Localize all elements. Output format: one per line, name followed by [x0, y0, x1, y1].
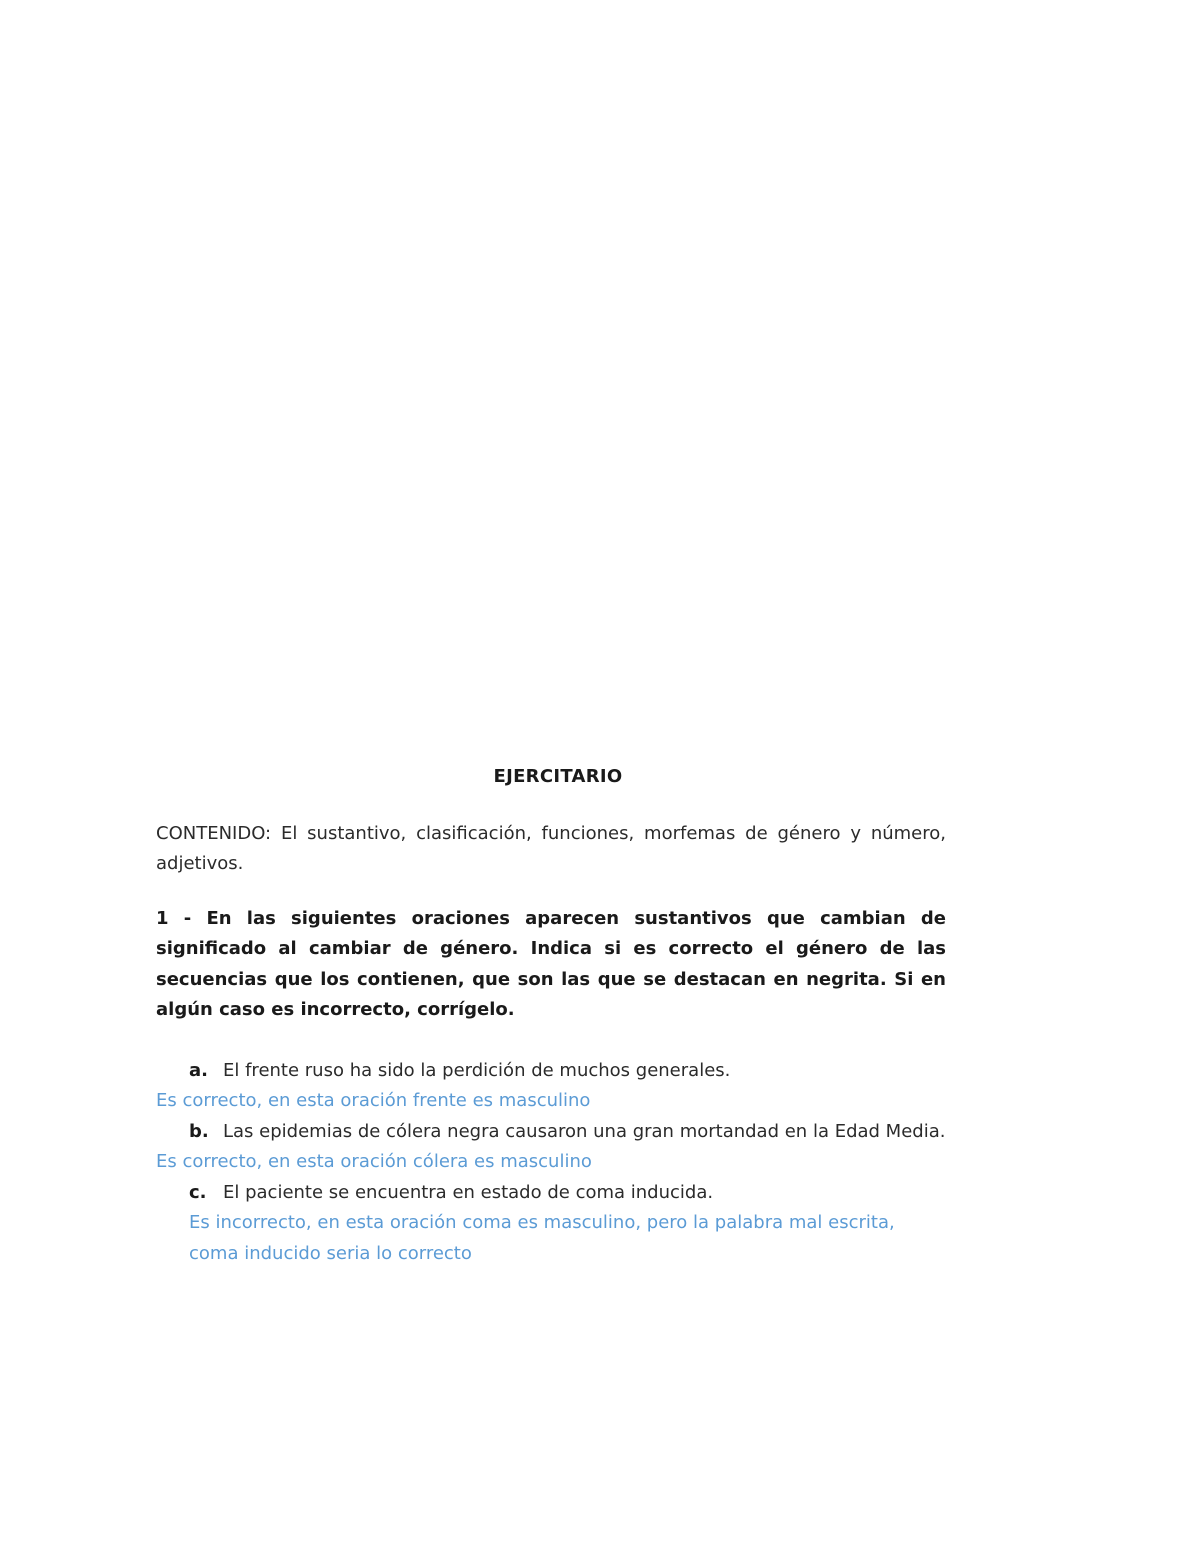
answer-a: Es correcto, en esta oración frente es masculino	[156, 1090, 591, 1111]
list-item-a	[156, 1056, 946, 1087]
answer-c: Es incorrecto, en esta oración coma es masculino, pero la palabra mal escrita, coma inducido seria lo correcto	[189, 1212, 895, 1264]
item-letter: a.	[189, 1059, 208, 1081]
list-item-c	[156, 1178, 946, 1209]
contenido-paragraph: CONTENIDO: El sustantivo, clasificación, funciones, morfemas de género y número, adjetivos.	[156, 822, 946, 874]
item-sentence: Las epidemias de cólera negra causaron una gran mortandad en la Edad Media.	[223, 1120, 946, 1142]
list-item-b	[156, 1117, 946, 1148]
item-letter: c.	[189, 1181, 207, 1203]
question-1: 1 - En las siguientes oraciones aparecen sustantivos que cambian de significado al cambiar de género. Indica si es correcto el género de las secuencias que los contienen, que son las que se destacan en negrita. Si en algún caso es incorrecto, corrígelo.	[156, 907, 946, 1020]
item-letter: b.	[189, 1120, 209, 1142]
item-sentence: El paciente se encuentra en estado de coma inducida.	[223, 1181, 714, 1203]
answer-b: Es correcto, en esta oración cólera es masculino	[156, 1151, 592, 1172]
document-content	[156, 762, 946, 1269]
item-sentence: El frente ruso ha sido la perdición de muchos generales.	[223, 1059, 731, 1081]
document-title: EJERCITARIO	[493, 766, 623, 787]
